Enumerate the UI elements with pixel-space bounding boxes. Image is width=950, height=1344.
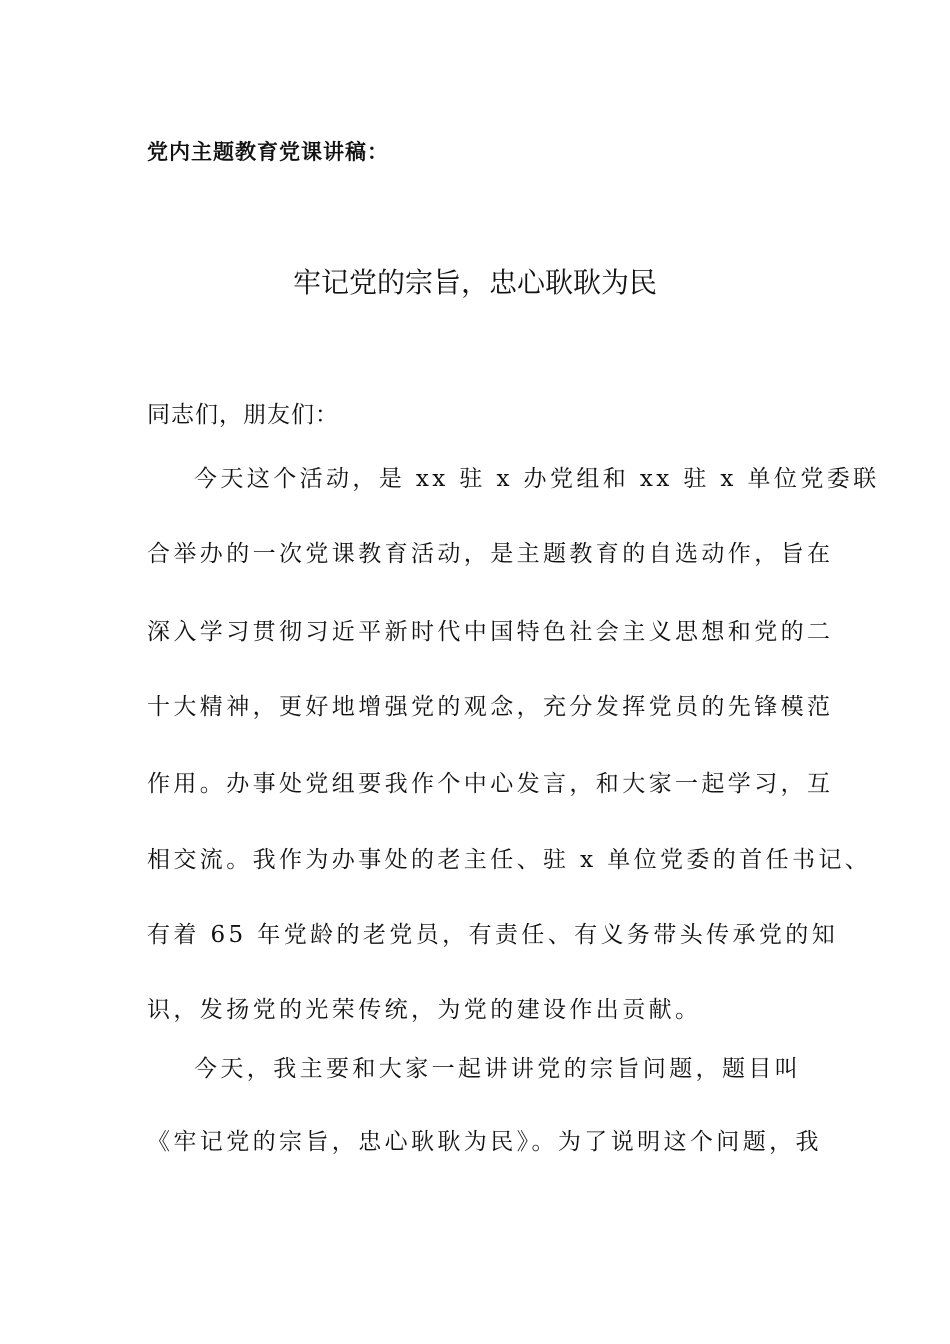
document-title: 牢记党的宗旨，忠心耿耿为民: [292, 266, 657, 299]
paragraph-line: 十大精神，更好地增强党的观念，充分发挥党员的先锋模范: [147, 694, 834, 720]
paragraph-line: 《牢记党的宗旨，忠心耿耿为民》。为了说明这个问题，我: [147, 1129, 822, 1155]
paragraph-line: 合举办的一次党课教育活动，是主题教育的自选动作，旨在: [147, 541, 834, 567]
paragraph-line: 今天这个活动，是 xx 驻 x 办党组和 xx 驻 x 单位党委联: [194, 466, 880, 492]
document-label: 党内主题教育党课讲稿：: [147, 139, 389, 164]
paragraph-line: 相交流。我作为办事处的老主任、驻 x 单位党委的首任书记、: [147, 847, 872, 873]
paragraph-line: 今天，我主要和大家一起讲讲党的宗旨问题，题目叫: [194, 1056, 802, 1082]
paragraph-line: 深入学习贯彻习近平新时代中国特色社会主义思想和党的二: [147, 619, 834, 645]
greeting: 同志们，朋友们：: [147, 402, 339, 428]
paragraph-line: 识，发扬党的光荣传统，为党的建设作出贡献。: [147, 997, 702, 1023]
paragraph-line: 有着 65 年党龄的老党员，有责任、有义务带头传承党的知: [147, 922, 839, 948]
paragraph-line: 作用。办事处党组要我作个中心发言，和大家一起学习，互: [147, 771, 834, 797]
